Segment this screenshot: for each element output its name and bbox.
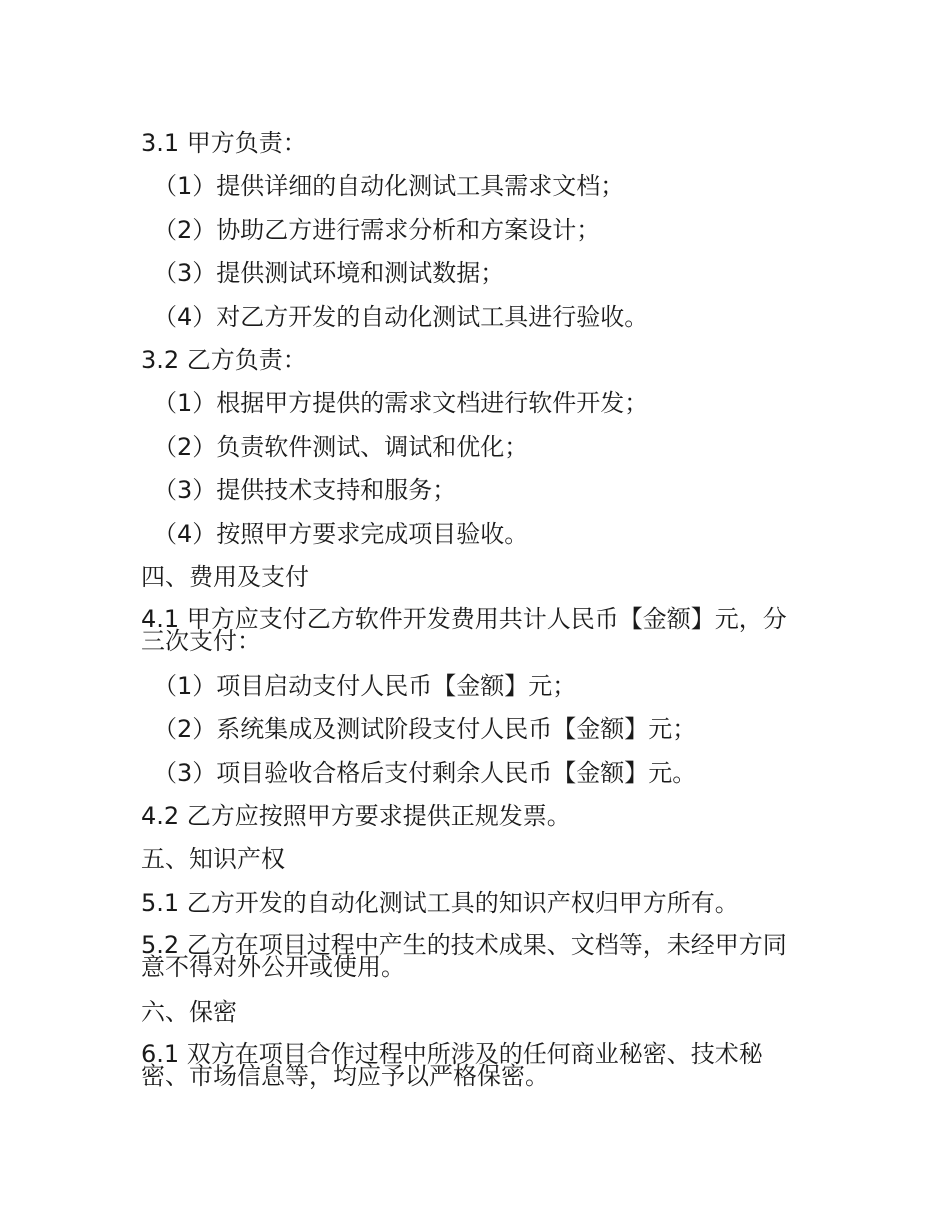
paragraph-5-2: 5.2 乙方在项目过程中产生的技术成果、文档等，未经甲方同意不得对外公开或使用。 — [141, 931, 787, 981]
paragraph-4-1: 4.1 甲方应支付乙方软件开发费用共计人民币【金额】元，分三次支付： — [141, 605, 787, 655]
paragraph-4-2: 4.2 乙方应按照甲方要求提供正规发票。 — [141, 802, 571, 830]
list-item: （2）系统集成及测试阶段支付人民币【金额】元； — [153, 715, 697, 743]
list-item: （2）协助乙方进行需求分析和方案设计； — [153, 216, 601, 244]
list-item: （3）提供测试环境和测试数据； — [153, 259, 505, 287]
list-item: （3）项目验收合格后支付剩余人民币【金额】元。 — [153, 759, 697, 787]
document-page — [141, 0, 821, 1230]
list-item: （3）提供技术支持和服务； — [153, 476, 457, 504]
list-item: （4）对乙方开发的自动化测试工具进行验收。 — [153, 303, 649, 331]
list-item: （2）负责软件测试、调试和优化； — [153, 433, 529, 461]
paragraph-5-1: 5.1 乙方开发的自动化测试工具的知识产权归甲方所有。 — [141, 889, 739, 917]
list-item: （1）根据甲方提供的需求文档进行软件开发； — [153, 389, 649, 417]
list-item: （4）按照甲方要求完成项目验收。 — [153, 520, 529, 548]
chapter-heading-4: 四、费用及支付 — [141, 563, 309, 591]
paragraph-6-1: 6.1 双方在项目合作过程中所涉及的任何商业秘密、技术秘密、市场信息等，均应予以严格保密。 — [141, 1040, 763, 1090]
list-item: （1）项目启动支付人民币【金额】元； — [153, 672, 577, 700]
chapter-heading-5: 五、知识产权 — [141, 845, 285, 873]
chapter-heading-6: 六、保密 — [141, 998, 237, 1026]
section-heading-3-2: 3.2 乙方负责： — [141, 346, 307, 374]
list-item: （1）提供详细的自动化测试工具需求文档； — [153, 172, 625, 200]
section-heading-3-1: 3.1 甲方负责： — [141, 129, 307, 157]
